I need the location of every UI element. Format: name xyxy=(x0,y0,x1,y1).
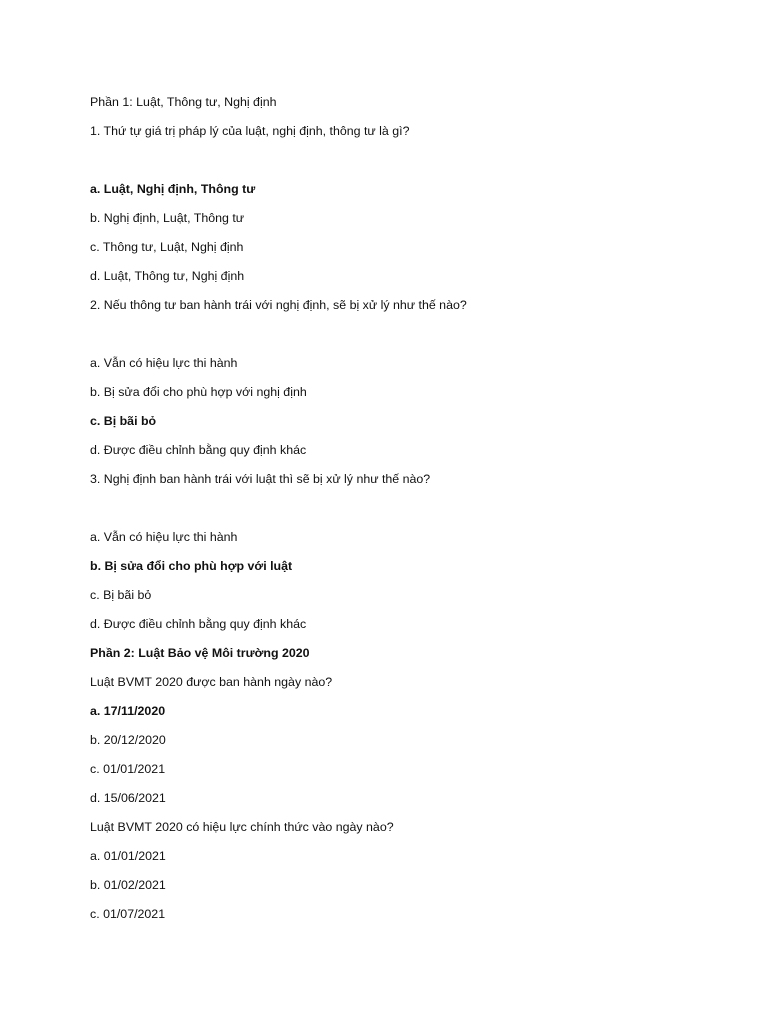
question-part2-1: Luật BVMT 2020 được ban hành ngày nào? xyxy=(90,675,333,689)
answer-option: d. Được điều chỉnh bằng quy định khác xyxy=(90,617,307,631)
answer-option: c. Thông tư, Luật, Nghị định xyxy=(90,240,244,254)
spacer xyxy=(90,324,710,353)
answer-option: c. 01/01/2021 xyxy=(90,762,166,776)
part1-heading: Phần 1: Luật, Thông tư, Nghị định xyxy=(90,95,277,109)
answer-option: b. Nghị định, Luật, Thông tư xyxy=(90,211,245,225)
answer-option: d. 15/06/2021 xyxy=(90,791,166,805)
spacer xyxy=(90,150,710,179)
question-2: 2. Nếu thông tư ban hành trái với nghị định, sẽ bị xử lý như thế nào? xyxy=(90,298,467,312)
answer-option: a. 17/11/2020 xyxy=(90,704,166,718)
answer-option: c. Bị bãi bỏ xyxy=(90,588,152,602)
question-part2-2: Luật BVMT 2020 có hiệu lực chính thức vào ngày nào? xyxy=(90,820,394,834)
answer-option: b. Bị sửa đổi cho phù hợp với luật xyxy=(90,559,293,573)
answer-option: b. 01/02/2021 xyxy=(90,878,166,892)
question-3: 3. Nghị định ban hành trái với luật thì sẽ bị xử lý như thế nào? xyxy=(90,472,431,486)
answer-option: c. Bị bãi bỏ xyxy=(90,414,157,428)
document-body xyxy=(90,92,710,933)
answer-option: c. 01/07/2021 xyxy=(90,907,166,921)
answer-option: d. Được điều chỉnh bằng quy định khác xyxy=(90,443,307,457)
answer-option: d. Luật, Thông tư, Nghị định xyxy=(90,269,245,283)
answer-option: b. 20/12/2020 xyxy=(90,733,166,747)
answer-option: a. Luật, Nghị định, Thông tư xyxy=(90,182,256,196)
spacer xyxy=(90,498,710,527)
answer-option: b. Bị sửa đổi cho phù hợp với nghị định xyxy=(90,385,307,399)
part2-heading: Phần 2: Luật Bảo vệ Môi trường 2020 xyxy=(90,646,310,660)
answer-option: a. Vẫn có hiệu lực thi hành xyxy=(90,530,238,544)
question-1: 1. Thứ tự giá trị pháp lý của luật, nghị định, thông tư là gì? xyxy=(90,124,410,138)
answer-option: a. 01/01/2021 xyxy=(90,849,166,863)
answer-option: a. Vẫn có hiệu lực thi hành xyxy=(90,356,238,370)
